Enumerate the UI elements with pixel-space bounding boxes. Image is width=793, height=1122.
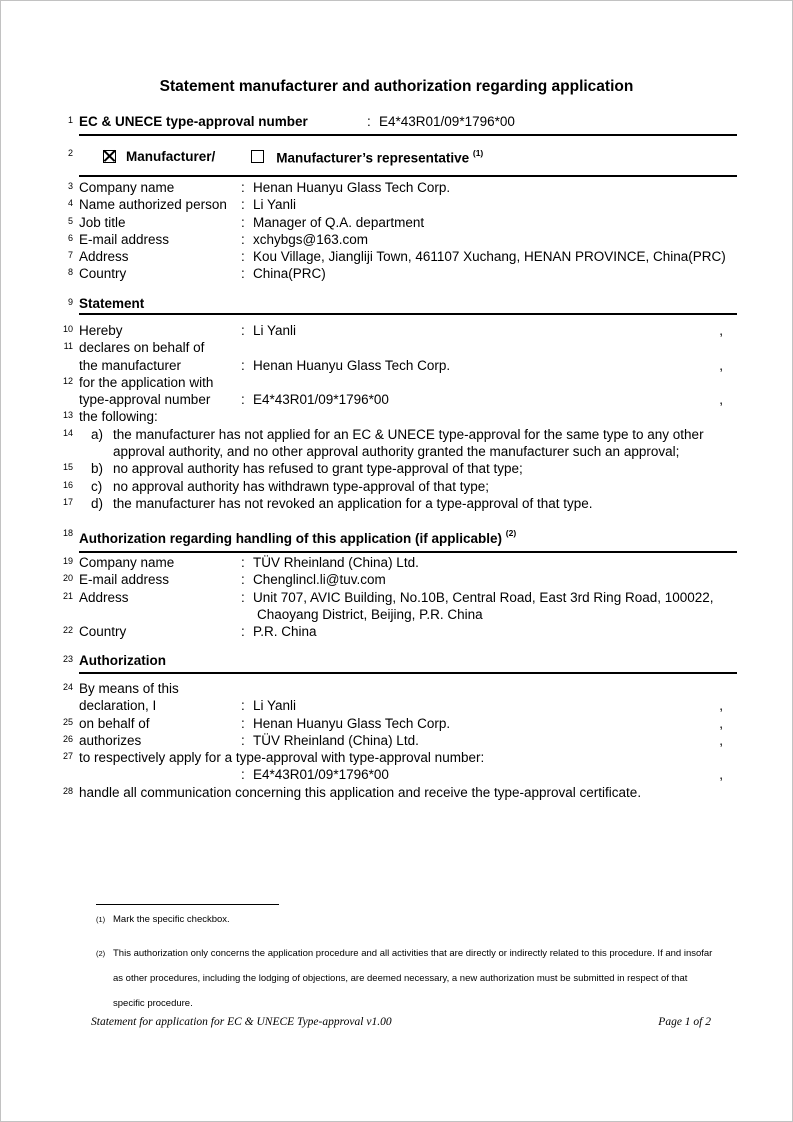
field-row [62,571,737,588]
colon: : [241,357,245,373]
footer-document-version: Statement for application for EC & UNECE Type-approval v1.00 [91,1016,392,1028]
row-number: 9 [67,297,73,307]
field-value: xchybgs@163.com [253,231,369,247]
colon: : [241,624,245,640]
trailing-comma: , [719,357,723,373]
authorization-heading: Authorization [79,653,166,668]
authorization-text: handle all communication concerning this application and receive the type-approval certificate. [79,784,642,800]
colon: : [241,266,245,282]
row-number: 13 [62,410,73,421]
row-number: 7 [67,250,73,261]
row-number: 4 [67,198,73,209]
row-number: 1 [67,115,73,125]
row-number: 18 [62,528,73,538]
section-statement-heading [67,295,737,315]
statement-line [62,408,737,425]
authorization-value: Li Yanli [253,698,297,714]
row-number: 28 [62,785,73,796]
colon: : [241,715,245,731]
statement-item-b [62,460,737,477]
section-divider [79,134,737,136]
statement-label: Hereby [79,323,123,338]
colon: : [241,392,245,408]
statement-item-a [62,426,737,461]
field-row [67,231,737,248]
field-label: Address [79,249,129,265]
field-label: Address [79,589,129,605]
section-approval-number [67,113,737,136]
field-value: TÜV Rheinland (China) Ltd. [253,555,419,570]
section-handling-heading [62,526,737,553]
authorization-label: authorizes [79,732,142,748]
authorization-line [79,697,737,714]
footnote-2 [96,941,717,1017]
row-number: 6 [67,232,73,243]
field-row [62,589,737,606]
row-number: 3 [67,181,73,191]
footnote-ref-1: (1) [472,148,484,158]
statement-label: declares on behalf of [79,340,205,356]
field-label: Country [79,266,127,282]
colon: : [241,732,245,748]
approval-number-value: E4*43R01/09*1796*00 [379,114,515,129]
row-number: 22 [62,625,73,636]
field-value: China(PRC) [253,266,326,282]
row-number: 25 [62,716,73,727]
item-marker: b) [91,461,104,477]
field-row [62,623,737,640]
statement-item-d [62,495,737,512]
footnotes [96,904,713,1017]
section-manufacturer-details [67,179,737,283]
authorization-value: TÜV Rheinland (China) Ltd. [253,732,419,748]
row-number: 12 [62,375,73,386]
section-divider [79,175,737,177]
statement-value: Henan Huanyu Glass Tech Corp. [253,357,451,373]
field-value: Henan Huanyu Glass Tech Corp. [253,180,451,195]
authorization-line [62,732,737,749]
row-number: 5 [67,215,73,226]
representative-checkbox-label: Manufacturer’s representative $^{(1)}$ [276,148,484,166]
field-row [67,196,737,213]
authorization-line [62,749,737,766]
manufacturer-checkbox-label: Manufacturer/ [126,148,216,164]
field-value: Manager of Q.A. department [253,214,425,230]
row-number: 23 [62,654,73,664]
row-number: 20 [62,573,73,584]
page-footer [91,1016,711,1028]
row-number: 17 [62,496,73,507]
footnote-text: This authorization only concerns the application procedure and all activities that are directly or indirectly related to this procedure. If and insofar as other procedures, including the lodging of objections, are deemed necessary, a new authorization must be submitted in respect of that specific procedure. [113,948,713,1010]
colon: : [367,114,371,129]
authorization-line [62,784,737,801]
field-value: P.R. China [253,624,317,640]
item-marker: d) [91,495,104,511]
field-label: Country [79,624,127,640]
colon: : [241,214,245,230]
field-label: Job title [79,214,126,230]
field-row [67,248,737,265]
statement-line [62,322,737,339]
trailing-comma: , [719,698,723,714]
authorization-line [62,715,737,732]
row-number: 2 [67,148,73,158]
colon: : [241,589,245,605]
footnote-separator [96,904,279,905]
section-statement-body [62,322,737,512]
colon: : [241,180,245,195]
field-row [67,214,737,231]
section-handling-details [62,554,737,640]
field-row [67,265,737,282]
item-marker: a) [91,426,104,442]
colon: : [241,698,245,714]
trailing-comma: , [719,323,723,338]
item-marker: c) [91,478,103,494]
authorization-line [62,680,737,697]
trailing-comma: , [719,715,723,731]
page-title: Statement manufacturer and authorization regarding application [159,78,634,95]
section-authorization-heading [62,652,737,674]
statement-value: E4*43R01/09*1796*00 [253,392,389,408]
field-value: Kou Village, Jiangliji Town, 461107 Xuchang, HENAN PROVINCE, China(PRC) [253,249,726,265]
statement-label: for the application with [79,374,214,390]
row-number: 21 [62,590,73,601]
statement-line [62,374,737,391]
colon: : [241,572,245,588]
colon: : [241,323,245,338]
colon: : [241,231,245,247]
field-value: Chenglincl.li@tuv.com [253,572,386,588]
statement-heading: Statement [79,296,145,311]
row-number: 15 [62,462,73,473]
section-divider [79,551,737,553]
section-declarant-type [67,146,737,177]
representative-checkbox[interactable] [251,150,264,163]
row-number: 10 [62,324,73,334]
footnote-1 [96,913,702,927]
statement-value: Li Yanli [253,323,297,338]
trailing-comma: , [719,767,723,783]
trailing-comma: , [719,732,723,748]
authorization-label: declaration, I [79,698,157,714]
field-label: Company name [79,180,175,195]
statement-line [63,339,737,356]
authorization-value: Henan Huanyu Glass Tech Corp. [253,715,451,731]
section-divider [79,672,737,674]
authorization-text: to respectively apply for a type-approval with type-approval number: [79,750,485,766]
footnote-marker: (1) [96,915,106,924]
manufacturer-checkbox[interactable] [103,150,116,163]
authorization-label: on behalf of [79,715,150,731]
field-label: E-mail address [79,231,170,247]
row-number: 24 [62,682,73,692]
field-value-continuation: Chaoyang District, Beijing, P.R. China [257,606,483,622]
row-number: 16 [62,479,73,490]
row-number: 14 [62,427,73,438]
colon: : [241,249,245,265]
statement-line [79,391,737,408]
authorization-value: E4*43R01/09*1796*00 [253,767,389,783]
colon: : [241,767,245,783]
field-row [67,179,737,196]
item-text: the manufacturer has not revoked an application for a type-approval of that type. [113,495,593,511]
statement-line [79,357,737,374]
section-authorization-body [62,680,737,801]
statement-label: type-approval number [79,392,211,408]
row-number: 27 [62,751,73,762]
statement-item-c [62,478,737,495]
footnote-ref-2: (2) [505,528,517,538]
field-label: Name authorized person [79,197,227,213]
colon: : [241,555,245,570]
approval-number-label: EC & UNECE type-approval number [79,114,308,129]
field-label: Company name [79,555,175,570]
authorization-label: By means of this [79,681,179,696]
field-label: E-mail address [79,572,170,588]
handling-heading: Authorization regarding handling of this application (if applicable) $^{(2)}$ [79,528,517,546]
item-text: the manufacturer has not applied for an EC & UNECE type-approval for the same type to any other approval authority, and no other approval authority granted the manufacturer such an approval; [113,426,704,460]
field-value: Unit 707, AVIC Building, No.10B, Central Road, East 3rd Ring Road, 100022, [253,589,714,605]
item-text: no approval authority has refused to grant type-approval of that type; [113,461,523,477]
section-divider [79,313,737,315]
trailing-comma: , [719,392,723,408]
colon: : [241,197,245,213]
authorization-line [79,766,737,783]
row-number: 11 [63,341,73,352]
row-number: 8 [67,267,73,278]
field-row [62,554,737,571]
row-number: 26 [62,733,73,744]
footer-page-number: Page 1 of 2 [658,1016,711,1028]
statement-label: the manufacturer [79,357,182,373]
field-value: Li Yanli [253,197,297,213]
footnote-marker: (2) [96,949,106,958]
row-number: 19 [62,556,73,566]
footnote-text: Mark the specific checkbox. [113,914,230,925]
statement-text: the following: [79,409,158,425]
item-text: no approval authority has withdrawn type-approval of that type; [113,478,489,494]
